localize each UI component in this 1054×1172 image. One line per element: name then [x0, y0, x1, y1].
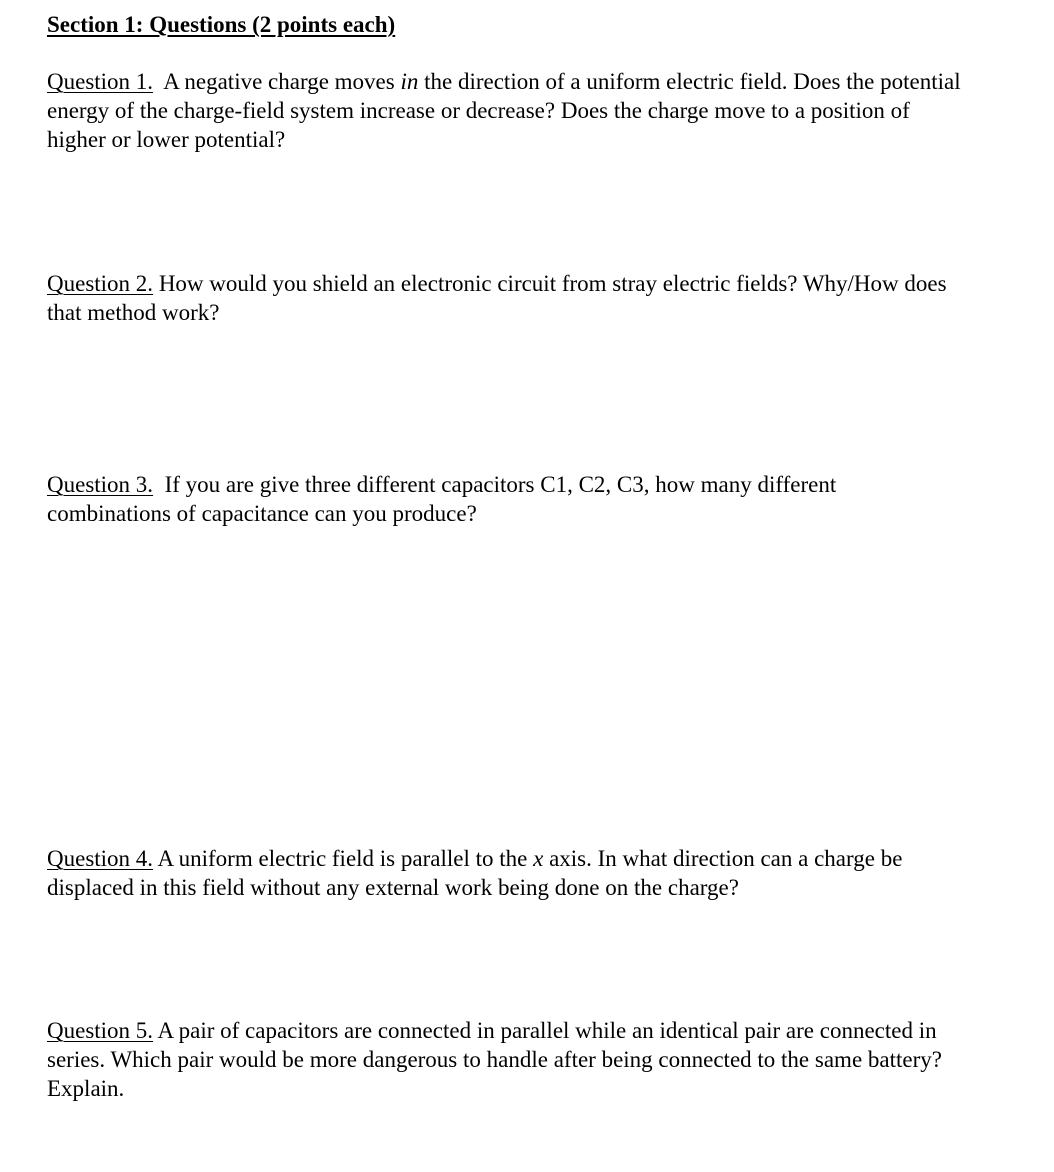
question-text: A negative charge moves: [153, 69, 401, 94]
question-label: Question 5.: [47, 1018, 154, 1043]
question-label: Question 2.: [47, 271, 154, 296]
question-text: A pair of capacitors are connected in parallel while an identical pair are connected in series. Which pair would be more dangerous to handle after being connected to the same battery? Explain.: [47, 1018, 948, 1101]
question-text-italic: in: [400, 69, 419, 94]
question-5: [47, 1016, 982, 1103]
question-3: [47, 470, 922, 528]
section-title: Section 1: Questions (2 points each): [47, 12, 396, 37]
question-label: Question 3.: [47, 472, 154, 497]
question-text: A uniform electric field is parallel to the: [153, 846, 534, 871]
question-label: Question 1.: [47, 69, 154, 94]
question-1: [47, 67, 972, 154]
question-text: the direction of a uniform electric field. Does the potential energy of the charge-field system increase or decrease? Does the charge move to a position of higher or lower potential?: [47, 69, 967, 152]
question-text: If you are give three different capacitors C1, C2, C3, how many different combinations of capacitance can you produce?: [47, 472, 842, 526]
question-text-italic: x: [533, 846, 544, 871]
question-4: [47, 844, 992, 902]
question-label: Question 4.: [47, 846, 154, 871]
question-2: [47, 269, 982, 327]
question-text: How would you shield an electronic circuit from stray electric fields? Why/How does that method work?: [47, 271, 953, 325]
question-text: axis. In what direction can a charge be displaced in this field without any external work being done on the charge?: [47, 846, 909, 900]
